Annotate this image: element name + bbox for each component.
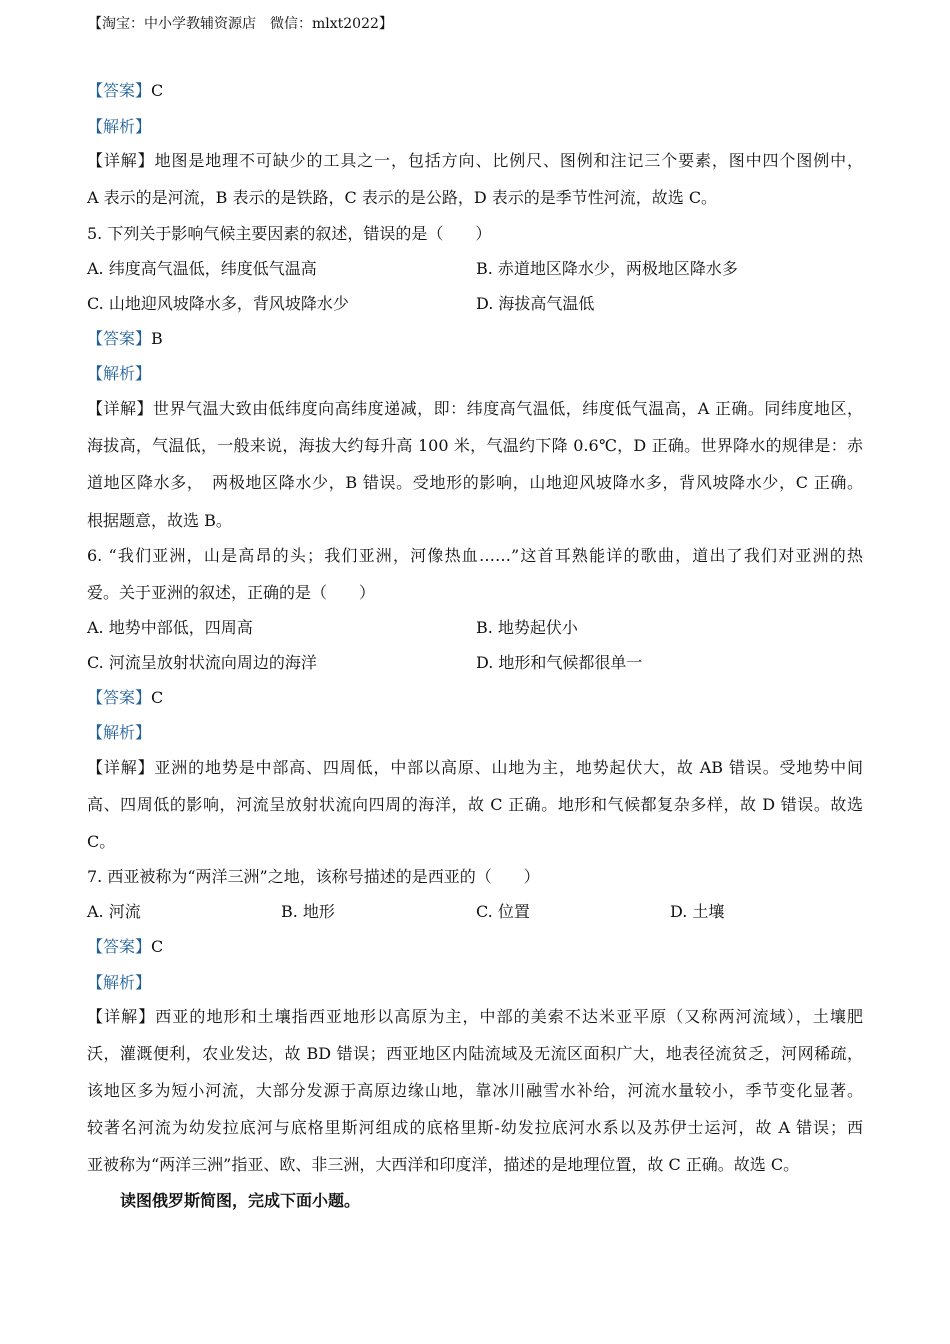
question-stem: 6. “我们亚洲，山是高昂的头；我们亚洲，河像热血……”这首耳熟能详的歌曲，道出了我们对亚洲的热: [87, 546, 863, 565]
answer-line: [87, 328, 163, 350]
detail-tag: 【详解】: [87, 758, 155, 777]
option-a: A. 河流: [87, 902, 141, 921]
answer-tag: 【答案】: [87, 937, 152, 956]
option-d: D. 地形和气候都很单一: [476, 653, 643, 672]
detail-line: [87, 150, 863, 172]
option-c: C. 山地迎风坡降水多，背风坡降水少: [87, 294, 349, 313]
answer-value: C: [151, 688, 164, 707]
detail-text: 地图是地理不可缺少的工具之一，包括方向、比例尺、图例和注记三个要素，图中四个图例中，: [154, 151, 863, 170]
option-a: A. 纬度高气温低，纬度低气温高: [87, 259, 317, 278]
detail-line: [87, 757, 863, 779]
detail-text: 世界气温大致由低纬度向高纬度递减，即：纬度高气温低，纬度低气温高，A 正确。同纬度地区，: [153, 399, 863, 418]
detail-text: A 表示的是河流，B 表示的是铁路，C 表示的是公路，D 表示的是季节性河流，故选 C。: [87, 188, 718, 207]
detail-text: 亚洲的地势是中部高、四周低，中部以高原、山地为主，地势起伏大，故 AB 错误。受地势中间: [154, 758, 863, 777]
answer-tag: 【答案】: [87, 329, 152, 348]
option-b: B. 地形: [281, 902, 335, 921]
answer-line: [87, 687, 163, 709]
detail-line: [87, 1006, 863, 1028]
answer-line: [87, 80, 163, 102]
analysis-tag: 【解析】: [87, 973, 152, 992]
detail-text: 海拔高，气温低，一般来说，海拔大约每升高 100 米，气温约下降 0.6℃，D 正确。世界降水的规律是：赤: [87, 436, 863, 455]
answer-tag: 【答案】: [87, 81, 152, 100]
answer-value: B: [151, 329, 163, 348]
option-a: A. 地势中部低，四周高: [87, 618, 253, 637]
page-header: 【淘宝：中小学教辅资源店 微信：mlxt2022】: [88, 16, 393, 32]
answer-value: C: [151, 81, 164, 100]
section-instruction: 读图俄罗斯简图，完成下面小题。: [120, 1191, 361, 1210]
detail-text: 亚被称为“两洋三洲”指亚、欧、非三洲，大西洋和印度洋，描述的是地理位置，故 C 正确。故选 C。: [87, 1155, 800, 1174]
option-d: D. 海拔高气温低: [476, 294, 595, 313]
answer-tag: 【答案】: [87, 688, 152, 707]
answer-line: [87, 936, 163, 958]
detail-line: [87, 398, 863, 420]
detail-text: 高、四周低的影响，河流呈放射状流向四周的海洋，故 C 正确。地形和气候都复杂多样，故 D 错误。故选: [87, 795, 863, 814]
question-stem: 爱。关于亚洲的叙述，正确的是（ ）: [87, 583, 376, 602]
detail-text: 较著名河流为幼发拉底河与底格里斯河组成的底格里斯-幼发拉底河水系以及苏伊士运河，故 A 错误；西: [87, 1118, 863, 1137]
question-stem: 7. 西亚被称为“两洋三洲”之地，该称号描述的是西亚的（ ）: [87, 867, 540, 886]
option-b: B. 地势起伏小: [476, 618, 578, 637]
option-b: B. 赤道地区降水少，两极地区降水多: [476, 259, 738, 278]
analysis-tag: 【解析】: [87, 723, 152, 742]
detail-text: 沃，灌溉便利，农业发达，故 BD 错误；西亚地区内陆流域及无流区面积广大，地表径流贫乏，河网稀疏，: [87, 1044, 863, 1063]
detail-text: 该地区多为短小河流，大部分发源于高原边缘山地，靠冰川融雪水补给，河流水量较小，季节变化显著。: [87, 1081, 863, 1100]
detail-tag: 【详解】: [87, 399, 154, 418]
detail-text: 道地区降水多， 两极地区降水少，B 错误。受地形的影响，山地迎风坡降水多，背风坡降水少，C 正确。: [87, 473, 863, 492]
option-d: D. 土壤: [670, 902, 725, 921]
detail-tag: 【详解】: [87, 151, 155, 170]
option-c: C. 河流呈放射状流向周边的海洋: [87, 653, 317, 672]
detail-text: C。: [87, 832, 116, 851]
analysis-tag: 【解析】: [87, 364, 152, 383]
detail-text: 西亚的地形和土壤指西亚地形以高原为主，中部的美索不达米亚平原（又称两河流域），土壤肥: [155, 1007, 863, 1026]
answer-value: C: [151, 937, 164, 956]
detail-tag: 【详解】: [87, 1007, 156, 1026]
question-stem: 5. 下列关于影响气候主要因素的叙述，错误的是（ ）: [87, 224, 492, 243]
analysis-tag: 【解析】: [87, 117, 152, 136]
detail-text: 根据题意，故选 B。: [87, 511, 232, 530]
option-c: C. 位置: [476, 902, 530, 921]
